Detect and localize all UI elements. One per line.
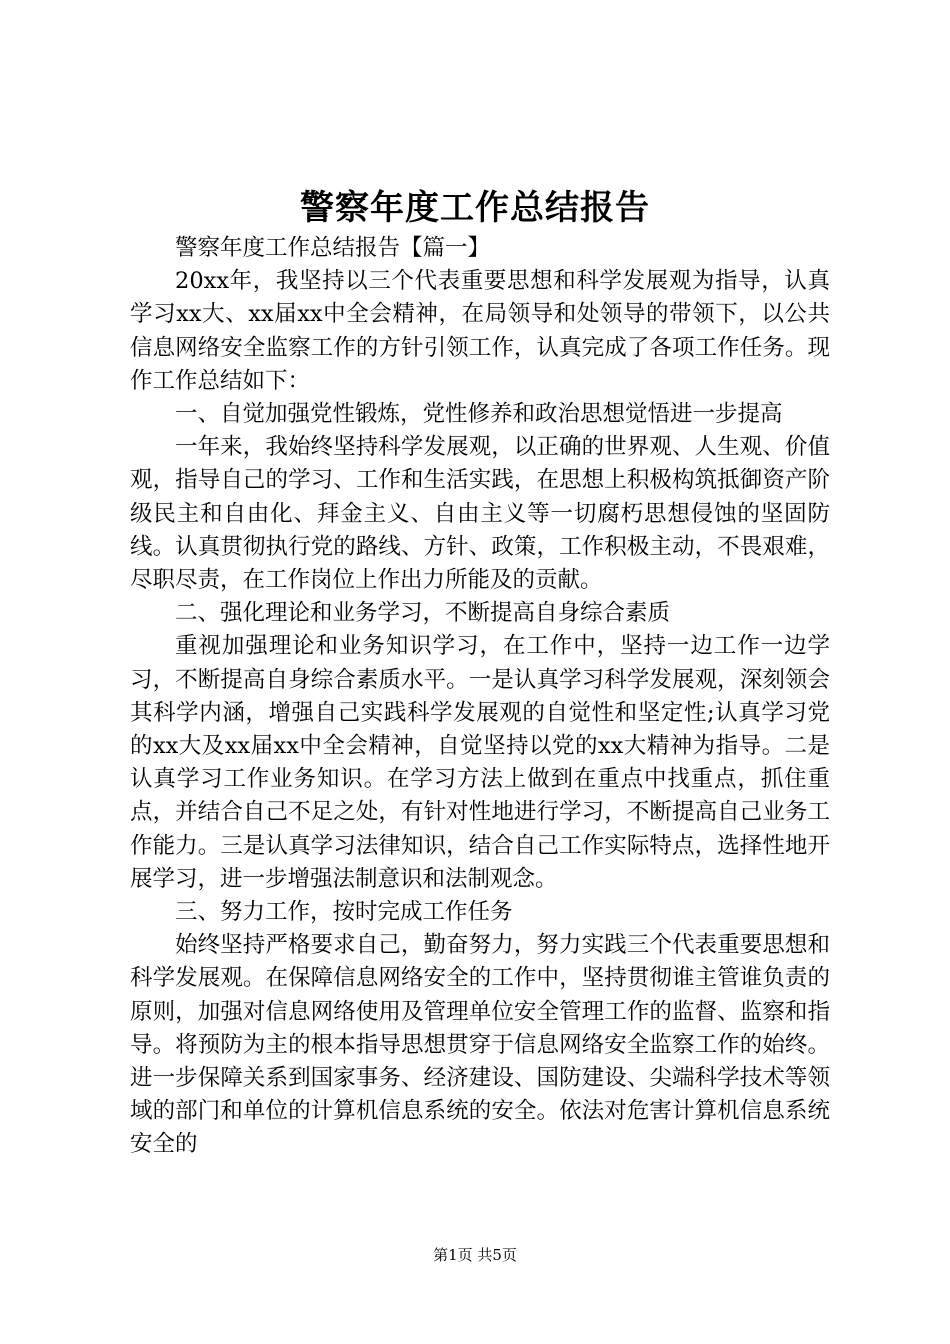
section-heading: 二、强化理论和业务学习，不断提高自身综合素质 (175, 600, 671, 627)
section-heading: 警察年度工作总结报告【篇一】 (175, 235, 491, 261)
paragraph: 重视加强理论和业务知识学习，在工作中，坚持一边工作一边学习，不断提高自身综合素质水平。一是认真学习科学发展观，深刻领会其科学内涵，增强自己实践科学发展观的自觉性和坚定性;认真学习党的xx大及xx届xx中全会精神，自觉坚持以党的xx大精神为指导。二是认真学习工作业务知识。在学习方法上做到在重点中找重点，抓住重点，并结合自己不足之处，有针对性地进行学习，不断提高自己业务工作能力。三是认真学习法律知识，结合自己工作实际特点，选择性地开展学习，进一步增强法制意识和法制观念。 (130, 633, 830, 892)
document-title: 警察年度工作总结报告 (300, 188, 650, 228)
paragraph: 始终坚持严格要求自己，勤奋努力，努力实践三个代表重要思想和科学发展观。在保障信息网络安全的工作中，坚持贯彻谁主管谁负责的原则，加强对信息网络使用及管理单位安全管理工作的监督、监察和指导。将预防为主的根本指导思想贯穿于信息网络安全监察工作的始终。进一步保障关系到国家事务、经济建设、国防建设、尖端科学技术等领域的部门和单位的计算机信息系统的安全。依法对危害计算机信息系统安全的 (130, 932, 830, 1158)
section-heading: 一、自觉加强党性锻炼，党性修养和政治思想觉悟进一步提高 (175, 401, 783, 428)
paragraph: 20xx年，我坚持以三个代表重要思想和科学发展观为指导，认真学习xx大、xx届xx中全会精神，在局领导和处领导的带领下，以公共信息网络安全监察工作的方针引领工作，认真完成了各项工作任务。现作工作总结如下： (130, 268, 830, 394)
page-footer: 第1页 共5页 (433, 1246, 517, 1264)
document-body (130, 232, 830, 1162)
paragraph: 一年来，我始终坚持科学发展观，以正确的世界观、人生观、价值观，指导自己的学习、工作和生活实践，在思想上积极构筑抵御资产阶级民主和自由化、拜金主义、自由主义等一切腐朽思想侵蚀的坚固防线。认真贯彻执行党的路线、方针、政策，工作积极主动，不畏艰难，尽职尽责，在工作岗位上作出力所能及的贡献。 (130, 434, 830, 594)
section-heading: 三、努力工作，按时完成工作任务 (175, 899, 513, 926)
